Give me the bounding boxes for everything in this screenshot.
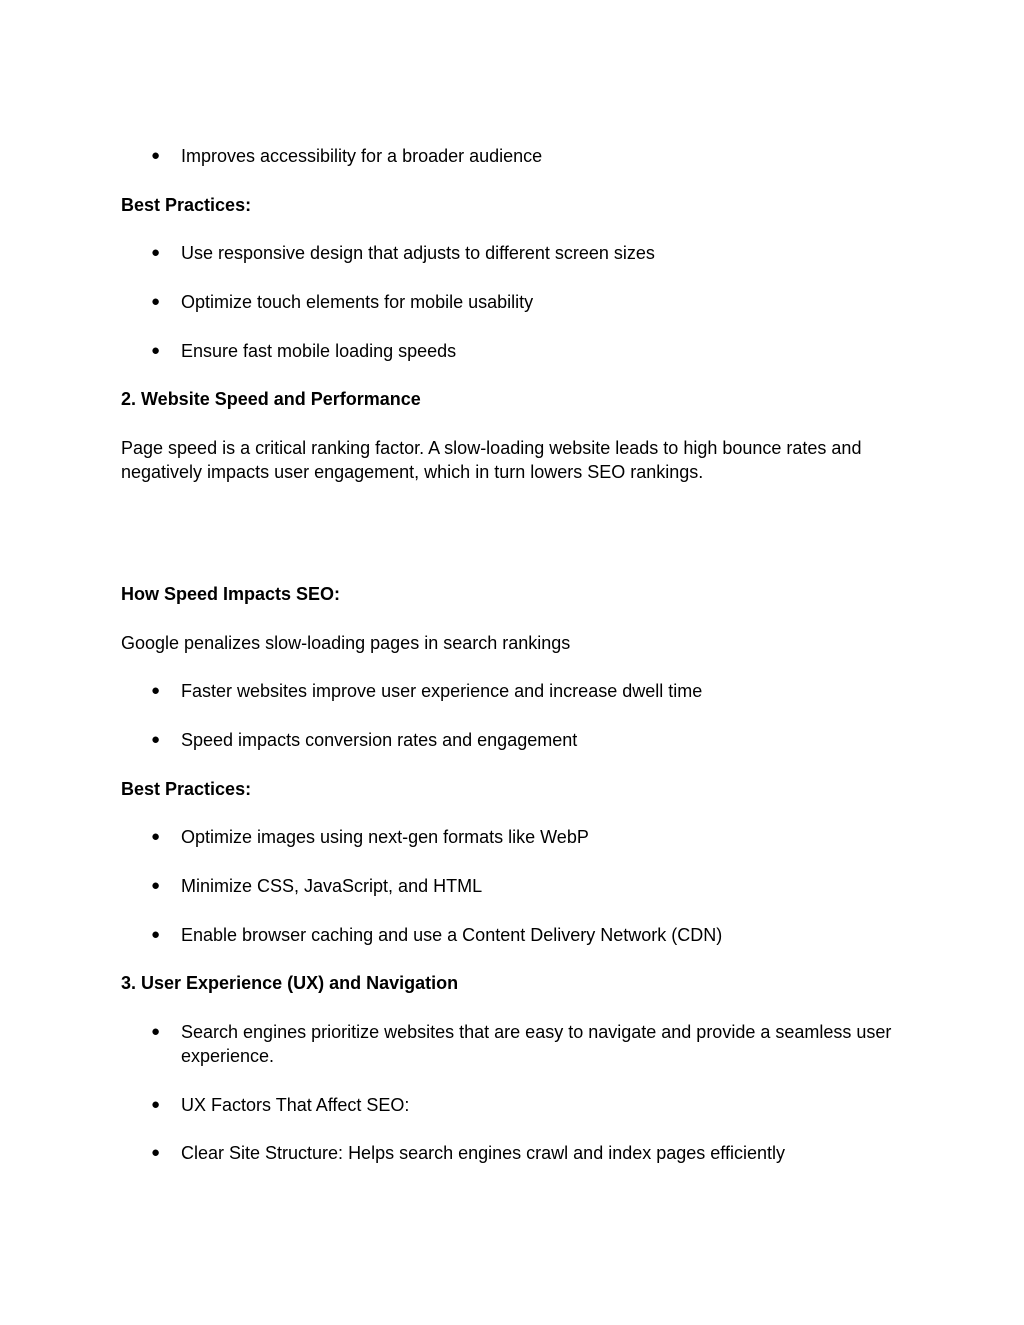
list-item-text: Improves accessibility for a broader audience [181,146,543,166]
paragraph: Google penalizes slow-loading pages in search rankings [121,633,571,653]
bullet-icon: ● [151,731,161,748]
section-heading: Best Practices: [121,779,252,799]
list-item-text: Optimize images using next-gen formats like WebP [181,827,589,847]
bullet-icon: ● [151,877,161,894]
bullet-icon: ● [151,682,161,699]
section-heading: 3. User Experience (UX) and Navigation [121,973,459,993]
list-item-text: Speed impacts conversion rates and engagement [181,730,578,750]
bullet-icon: ● [151,342,161,359]
section-heading: 2. Website Speed and Performance [121,389,421,409]
list-item-text: Optimize touch elements for mobile usability [181,292,534,312]
bullet-icon: ● [151,244,161,261]
bullet-icon: ● [151,1096,161,1113]
bullet-icon: ● [151,1144,161,1161]
list-item-text: Search engines prioritize websites that are easy to navigate and provide a seamless user experience. [181,1022,892,1066]
list-item-text: Ensure fast mobile loading speeds [181,341,457,361]
paragraph: Page speed is a critical ranking factor. A slow-loading website leads to high bounce rates and negatively impacts user engagement, which in turn lowers SEO rankings. [121,438,862,482]
bullet-icon: ● [151,1023,161,1040]
bullet-icon: ● [151,926,161,943]
bullet-icon: ● [151,828,161,845]
list-item-text: Minimize CSS, JavaScript, and HTML [181,876,483,896]
bullet-icon: ● [151,147,161,164]
list-item-text: Faster websites improve user experience and increase dwell time [181,681,703,701]
section-heading: How Speed Impacts SEO: [121,584,341,604]
list-item-text: UX Factors That Affect SEO: [181,1095,410,1115]
section-heading: Best Practices: [121,195,252,215]
list-item-text: Clear Site Structure: Helps search engines crawl and index pages efficiently [181,1143,785,1163]
document-page [121,0,901,1325]
bullet-icon: ● [151,293,161,310]
list-item-text: Use responsive design that adjusts to different screen sizes [181,243,655,263]
list-item-text: Enable browser caching and use a Content Delivery Network (CDN) [181,925,723,945]
